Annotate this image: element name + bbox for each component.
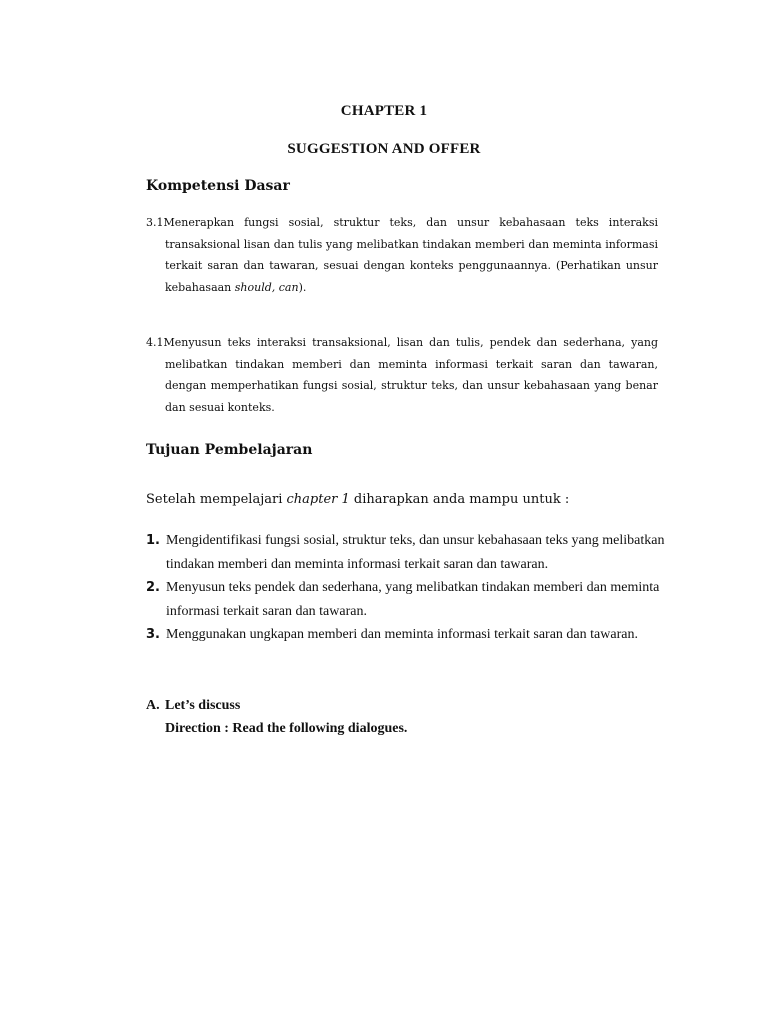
discuss-label: A. <box>146 698 160 713</box>
discuss-section <box>146 694 407 740</box>
list-item-text: Mengidentifikasi fungsi sosial, struktur teks, dan unsur kebahasaan teks yang melibatkan tindakan memberi dan meminta informasi terkait saran dan tawaran. <box>166 533 665 572</box>
tujuan-heading: Tujuan Pembelajaran <box>146 442 313 458</box>
kompetensi-heading: Kompetensi Dasar <box>146 178 290 194</box>
list-item-number: 2. <box>146 580 160 595</box>
list-item-text: Menggunakan ungkapan memberi dan meminta informasi terkait saran dan tawaran. <box>166 627 638 642</box>
discuss-direction: Direction : Read the following dialogues. <box>165 721 408 736</box>
kompetensi-item-italic: should, can <box>234 280 299 294</box>
chapter-number: CHAPTER 1 <box>340 103 428 119</box>
discuss-heading <box>146 694 407 717</box>
chapter-title: SUGGESTION AND OFFER <box>287 141 481 157</box>
tujuan-intro-italic: chapter 1 <box>286 492 350 507</box>
list-item-number: 3. <box>146 627 160 642</box>
list-item-text: Menyusun teks pendek dan sederhana, yang melibatkan tindakan memberi dan meminta informasi terkait saran dan tawaran. <box>166 580 660 619</box>
tujuan-intro-text: Setelah mempelajari <box>146 492 287 507</box>
tujuan-intro-text-end: diharapkan anda mampu untuk : <box>349 492 570 507</box>
kompetensi-item-text-end: ). <box>298 280 307 294</box>
list-item-number: 1. <box>146 533 160 548</box>
kompetensi-item-text: Menerapkan fungsi sosial, struktur teks, dan unsur kebahasaan teks interaksi transaksional lisan dan tulis yang melibatkan tindakan memberi dan meminta informasi terkait saran dan tawaran, sesuai dengan konteks penggunaannya. (Perhatikan unsur kebahasaan <box>163 216 658 294</box>
list-item <box>146 529 666 576</box>
discuss-title: Let’s discuss <box>165 698 241 713</box>
kompetensi-item-number: 4.1 <box>146 336 164 349</box>
kompetensi-item-4-1 <box>146 332 658 418</box>
list-item <box>146 623 666 647</box>
kompetensi-item-text: Menyusun teks interaksi transaksional, lisan dan tulis, pendek dan sederhana, yang melibatkan tindakan memberi dan meminta informasi terkait saran dan tawaran, dengan memperhatikan fungsi sosial, struktur teks, dan unsur kebahasaan yang benar dan sesuai konteks. <box>163 336 658 414</box>
tujuan-list <box>146 529 666 647</box>
list-item <box>146 576 666 623</box>
tujuan-intro <box>146 492 569 507</box>
kompetensi-item-number: 3.1 <box>146 216 164 229</box>
kompetensi-item-3-1 <box>146 212 658 298</box>
